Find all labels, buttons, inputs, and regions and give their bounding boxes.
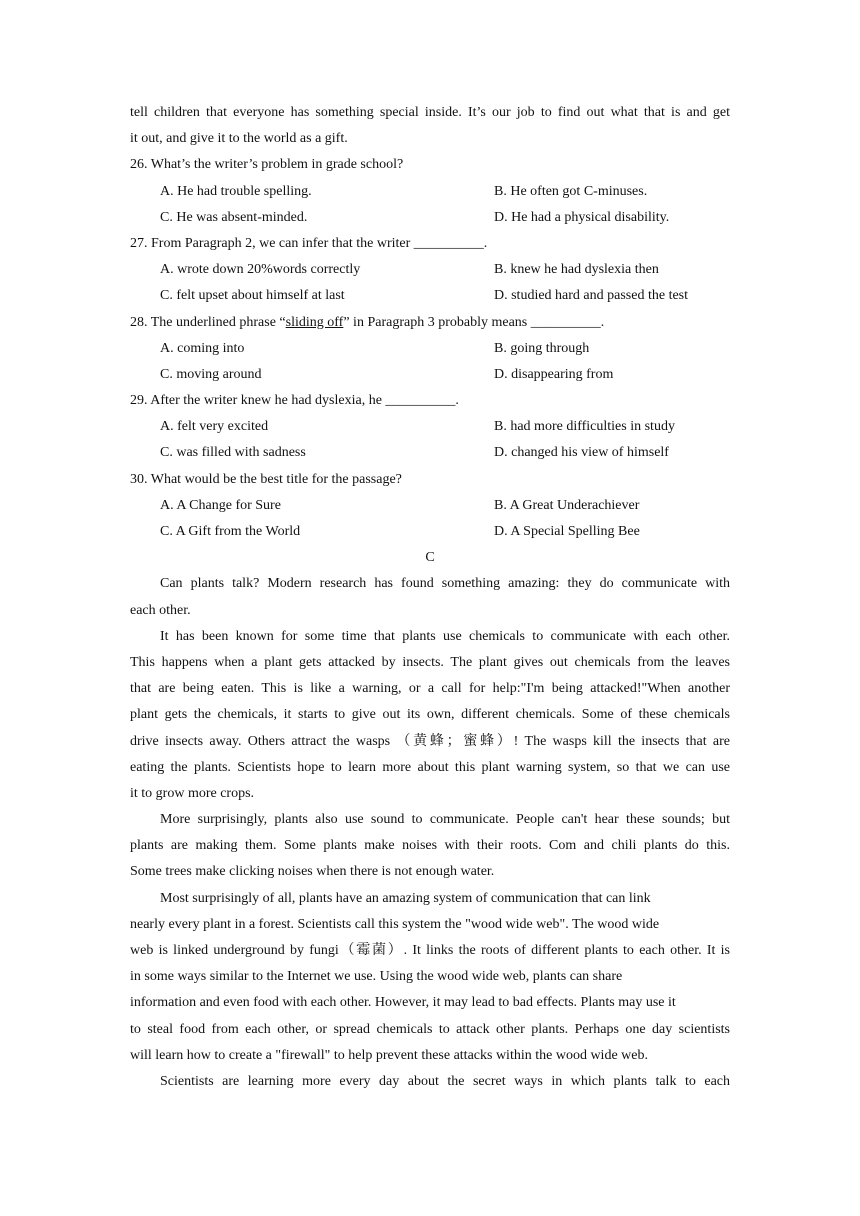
option-c[interactable]: C. He was absent-minded. <box>160 209 308 225</box>
question-27-options-row <box>130 257 730 283</box>
passage-line: Some trees make clicking noises when there is not enough water. <box>130 864 495 880</box>
question-29-options-row <box>130 440 730 466</box>
option-a[interactable]: A. felt very excited <box>160 419 269 435</box>
option-d[interactable]: D. He had a physical disability. <box>494 209 670 225</box>
stem-text: ” in Paragraph 3 probably means __________. <box>343 314 605 330</box>
passage-line: will learn how to create a "firewall" to help prevent these attacks within the wood wide web. <box>130 1047 648 1063</box>
option-a[interactable]: A. A Change for Sure <box>160 497 281 513</box>
passage-line: More surprisingly, plants also use sound to communicate. People can't hear these sounds; but <box>160 812 730 828</box>
passage-line: web is linked underground by fungi（霉菌）. It links the roots of different plants to each other. It is <box>130 943 730 958</box>
option-c[interactable]: C. felt upset about himself at last <box>160 288 345 304</box>
option-b[interactable]: B. going through <box>494 340 590 356</box>
option-c[interactable]: C. A Gift from the World <box>160 524 301 539</box>
passage-line: in some ways similar to the Internet we use. Using the wood wide web, plants can share <box>130 969 623 985</box>
option-c[interactable]: C. was filled with sadness <box>160 445 306 461</box>
passage-line: It has been known for some time that plants use chemicals to communicate with each other. <box>160 628 730 644</box>
underlined-phrase: sliding off <box>285 314 344 330</box>
option-b[interactable]: B. A Great Underachiever <box>494 497 640 513</box>
question-26-options-row <box>130 205 730 231</box>
document-page <box>130 100 730 1095</box>
option-a[interactable]: A. He had trouble spelling. <box>160 183 312 199</box>
option-d[interactable]: D. disappearing from <box>494 366 614 382</box>
passage-line: eating the plants. Scientists hope to learn more about this plant warning system, so that we can use <box>130 759 730 775</box>
question-27-stem: 27. From Paragraph 2, we can infer that the writer __________. <box>130 235 488 251</box>
option-c[interactable]: C. moving around <box>160 366 262 382</box>
question-26-stem: 26. What’s the writer’s problem in grade school? <box>130 157 404 173</box>
passage-line: plants are making them. Some plants make noises with their roots. Com and chili plants do this. <box>130 838 730 854</box>
section-heading: C <box>425 550 435 566</box>
passage-line: Scientists are learning more every day about the secret ways in which plants talk to each <box>160 1073 730 1089</box>
question-27-options-row <box>130 283 730 309</box>
option-b[interactable]: B. had more difficulties in study <box>494 419 675 435</box>
option-d[interactable]: D. changed his view of himself <box>494 445 669 461</box>
passage-line: plant gets the chemicals, it starts to give out its own, different chemicals. Some of these chemicals <box>130 707 730 723</box>
passage-line: to steal food from each other, or spread chemicals to attack other plants. Perhaps one day scientists <box>130 1021 730 1037</box>
intro-line: it out, and give it to the world as a gift. <box>130 131 348 147</box>
option-b[interactable]: B. He often got C-minuses. <box>494 183 648 199</box>
question-28-stem <box>130 310 730 336</box>
option-a[interactable]: A. wrote down 20%words correctly <box>160 262 361 278</box>
passage-line: that are being eaten. This is like a warning, or a call for help:"I'm being attacked!"When another <box>130 681 730 697</box>
intro-line: tell children that everyone has something special inside. It’s our job to find out what that is and get <box>130 105 730 120</box>
option-d[interactable]: D. studied hard and passed the test <box>494 288 689 304</box>
option-a[interactable]: A. coming into <box>160 340 245 356</box>
question-29-options-row <box>130 414 730 440</box>
stem-text: 28. The underlined phrase “ <box>130 314 286 330</box>
option-d[interactable]: D. A Special Spelling Bee <box>494 524 640 539</box>
passage-line: it to grow more crops. <box>130 785 255 801</box>
question-28-options-row <box>130 336 730 362</box>
question-29-stem: 29. After the writer knew he had dyslexia, he __________. <box>130 393 459 409</box>
passage-line: drive insects away. Others attract the wasps （黄蜂；蜜蜂）! The wasps kill the insects that are <box>130 733 730 749</box>
passage-line: nearly every plant in a forest. Scientists call this system the "wood wide web". The wood wide <box>130 916 660 932</box>
question-30-options-row <box>130 493 730 519</box>
passage-line: each other. <box>130 602 191 618</box>
passage-line: information and even food with each other. However, it may lead to bad effects. Plants may use it <box>130 995 676 1011</box>
question-30-options-row <box>130 519 730 545</box>
question-30-stem: 30. What would be the best title for the passage? <box>130 471 402 487</box>
option-b[interactable]: B. knew he had dyslexia then <box>494 262 659 278</box>
passage-line: Most surprisingly of all, plants have an amazing system of communication that can link <box>160 890 651 906</box>
passage-line: This happens when a plant gets attacked by insects. The plant gives out chemicals from the leaves <box>130 654 730 670</box>
passage-line: Can plants talk? Modern research has found something amazing: they do communicate with <box>160 576 730 592</box>
question-26-options-row <box>130 179 730 205</box>
question-28-options-row <box>130 362 730 388</box>
